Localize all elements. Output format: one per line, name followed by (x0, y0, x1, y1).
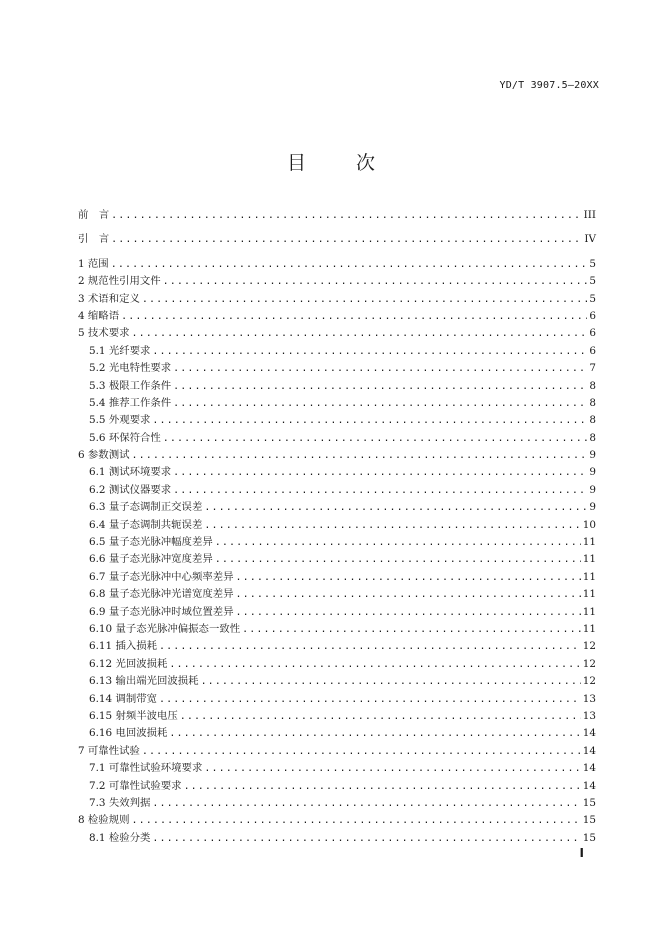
toc-leader-dots (131, 450, 587, 461)
toc-entry-label: 引 言 (78, 233, 110, 246)
toc-leader-dots (159, 641, 581, 652)
toc-entry-label: 8.1 检验分类 (89, 831, 151, 844)
toc-entry-label: 7.3 失效判据 (89, 796, 151, 809)
toc-entry[interactable] (78, 394, 596, 411)
toc-entry[interactable] (78, 359, 596, 376)
toc-entry-page: 9 (589, 466, 596, 479)
toc-entry-page: III (583, 209, 596, 221)
toc-entry-label: 2 规范性引用文件 (78, 275, 161, 288)
toc-leader-dots (111, 210, 582, 221)
toc-entry-page: 11 (582, 570, 596, 583)
toc-entry[interactable] (78, 206, 596, 223)
toc-entry[interactable] (78, 230, 596, 247)
toc-leader-dots (152, 833, 580, 844)
toc-entry[interactable] (78, 742, 596, 759)
toc-entry[interactable] (78, 533, 596, 550)
toc-entry[interactable] (78, 777, 596, 794)
toc-entry[interactable] (78, 463, 596, 480)
toc-entry[interactable] (78, 481, 596, 498)
toc-entry-page: 11 (582, 588, 596, 601)
toc-entry-label: 6.6 量子态光脉冲宽度差异 (89, 553, 213, 566)
toc-entry-page: 6 (589, 344, 596, 357)
toc-entry-label: 6.5 量子态光脉冲幅度差异 (89, 536, 213, 549)
toc-entry-label: 6.8 量子态光脉冲光谱宽度差异 (89, 588, 234, 601)
toc-entry-label: 5 技术要求 (78, 327, 130, 340)
toc-leader-dots (173, 363, 587, 374)
toc-leader-dots (236, 607, 581, 618)
toc-leader-dots (142, 746, 581, 757)
toc-entry-page: 9 (589, 449, 596, 462)
toc-entry-page: 5 (589, 257, 596, 270)
toc-entry[interactable] (78, 568, 596, 585)
toc-leader-dots (215, 537, 581, 548)
toc-entry-page: 15 (582, 814, 596, 827)
toc-leader-dots (111, 259, 588, 270)
toc-entry-page: 14 (582, 779, 596, 792)
toc-entry-page: 12 (582, 675, 596, 688)
toc-entry-label: 8 检验规则 (78, 814, 130, 827)
toc-entry[interactable] (78, 690, 596, 707)
toc-entry-page: 9 (589, 483, 596, 496)
toc-leader-dots (184, 781, 581, 792)
toc-leader-dots (142, 294, 588, 305)
toc-entry-label: 5.6 环保符合性 (89, 431, 161, 444)
toc-entry[interactable] (78, 446, 596, 463)
toc-entry[interactable] (78, 550, 596, 567)
toc-leader-dots (236, 572, 581, 583)
toc-entry-page: 6 (589, 327, 596, 340)
toc-leader-dots (121, 311, 587, 322)
toc-entry-page: 11 (582, 536, 596, 549)
toc-entry[interactable] (78, 724, 596, 741)
toc-entry-label: 5.5 外观要求 (89, 414, 151, 427)
toc-entry-label: 5.1 光纤要求 (89, 344, 151, 357)
toc-entry-label: 6.1 测试环境要求 (89, 466, 172, 479)
toc-entry-label: 6.7 量子态光脉冲中心频率差异 (89, 570, 234, 583)
toc-entry[interactable] (78, 585, 596, 602)
toc-entry-page: 14 (582, 727, 596, 740)
toc-entry[interactable] (78, 255, 596, 272)
toc-leader-dots (173, 467, 587, 478)
toc-entry-page: 12 (582, 640, 596, 653)
toc-entry-label: 6.9 量子态光脉冲时域位置差异 (89, 605, 234, 618)
toc-entry-page: 10 (582, 518, 596, 531)
toc-entry[interactable] (78, 794, 596, 811)
toc-entry-page: 5 (589, 275, 596, 288)
toc-entry[interactable] (78, 655, 596, 672)
toc-entry-page: 15 (582, 796, 596, 809)
toc-entry[interactable] (78, 637, 596, 654)
toc-entry-page: 8 (589, 379, 596, 392)
toc-entry[interactable] (78, 603, 596, 620)
toc-entry[interactable] (78, 759, 596, 776)
toc-entry-page: IV (584, 233, 596, 246)
document-code: YD/T 3907.5—20XX (499, 80, 599, 91)
toc-entry[interactable] (78, 377, 596, 394)
toc-entry-page: 9 (589, 501, 596, 514)
toc-leader-dots (180, 711, 581, 722)
toc-leader-dots (163, 276, 588, 287)
toc-entry-label: 6.15 射频半波电压 (89, 709, 178, 722)
toc-entry[interactable] (78, 707, 596, 724)
toc-entry[interactable] (78, 307, 596, 324)
toc-leader-dots (204, 520, 580, 531)
toc-entry[interactable] (78, 516, 596, 533)
toc-entry-label: 6.13 输出端光回波损耗 (89, 675, 199, 688)
toc-entry-label: 6.14 调制带宽 (89, 692, 158, 705)
toc-entry-page: 11 (582, 605, 596, 618)
toc-leader-dots (173, 381, 587, 392)
toc-entry-page: 15 (582, 831, 596, 844)
toc-leader-dots (169, 728, 580, 739)
toc-entry-page: 13 (582, 692, 596, 705)
toc-entry-label: 5.3 极限工作条件 (89, 379, 172, 392)
toc-leader-dots (204, 763, 580, 774)
toc-entry-label: 前 言 (78, 209, 110, 221)
toc-leader-dots (236, 589, 581, 600)
toc-entry[interactable] (78, 429, 596, 446)
toc-entry[interactable] (78, 620, 596, 637)
toc-entry-page: 8 (589, 431, 596, 444)
toc-entry-page: 14 (582, 762, 596, 775)
toc-entry-label: 1 范围 (78, 257, 109, 270)
toc-leader-dots (173, 398, 587, 409)
toc-entry-label: 3 术语和定义 (78, 292, 140, 305)
toc-entry-label: 5.4 推荐工作条件 (89, 396, 172, 409)
toc-leader-dots (163, 433, 588, 444)
toc-leader-dots (204, 502, 587, 513)
toc-entry[interactable] (78, 829, 596, 846)
toc-leader-dots (173, 485, 587, 496)
toc-entry-page: 8 (589, 414, 596, 427)
toc-entry[interactable] (78, 811, 596, 828)
toc-entry-page: 8 (589, 396, 596, 409)
toc-entry-page: 13 (582, 709, 596, 722)
toc-entry-label: 6.2 测试仪器要求 (89, 483, 172, 496)
toc-entry-label: 4 缩略语 (78, 309, 120, 322)
toc-entry[interactable] (78, 324, 596, 341)
toc-entry-label: 6.11 插入损耗 (89, 640, 158, 653)
toc-entry-label: 5.2 光电特性要求 (89, 362, 172, 375)
toc-leader-dots (201, 676, 581, 687)
table-of-contents (78, 206, 596, 846)
toc-leader-dots (152, 346, 587, 357)
toc-entry-page: 5 (589, 292, 596, 305)
toc-entry-label: 6.3 量子态调制正交误差 (89, 501, 203, 514)
toc-entry-page: 12 (582, 657, 596, 670)
toc-entry-page: 11 (582, 622, 596, 635)
toc-entry-label: 6.12 光回波损耗 (89, 657, 168, 670)
page-title: 目 次 (286, 152, 398, 174)
toc-entry[interactable] (78, 342, 596, 359)
toc-entry-page: 14 (582, 744, 596, 757)
toc-leader-dots (159, 694, 581, 705)
toc-leader-dots (111, 234, 582, 245)
toc-entry[interactable] (78, 672, 596, 689)
toc-entry[interactable] (78, 272, 596, 289)
toc-entry[interactable] (78, 411, 596, 428)
toc-leader-dots (131, 328, 587, 339)
toc-leader-dots (215, 554, 581, 565)
toc-entry[interactable] (78, 498, 596, 515)
toc-entry-label: 6.4 量子态调制共轭误差 (89, 518, 203, 531)
toc-entry-label: 6.16 电回波损耗 (89, 727, 168, 740)
toc-leader-dots (169, 659, 580, 670)
toc-entry-page: 7 (589, 362, 596, 375)
toc-entry-label: 6 参数测试 (78, 449, 130, 462)
toc-leader-dots (131, 815, 580, 826)
toc-entry-label: 7.1 可靠性试验环境要求 (89, 762, 203, 775)
toc-leader-dots (152, 798, 580, 809)
toc-entry-label: 6.10 量子态光脉冲偏振态一致性 (89, 622, 241, 635)
toc-leader-dots (242, 624, 581, 635)
page-number: I (579, 846, 584, 860)
toc-entry[interactable] (78, 290, 596, 307)
toc-entry-label: 7.2 可靠性试验要求 (89, 779, 182, 792)
toc-entry-page: 6 (589, 309, 596, 322)
toc-entry-label: 7 可靠性试验 (78, 744, 140, 757)
toc-leader-dots (152, 415, 587, 426)
toc-entry-page: 11 (582, 553, 596, 566)
